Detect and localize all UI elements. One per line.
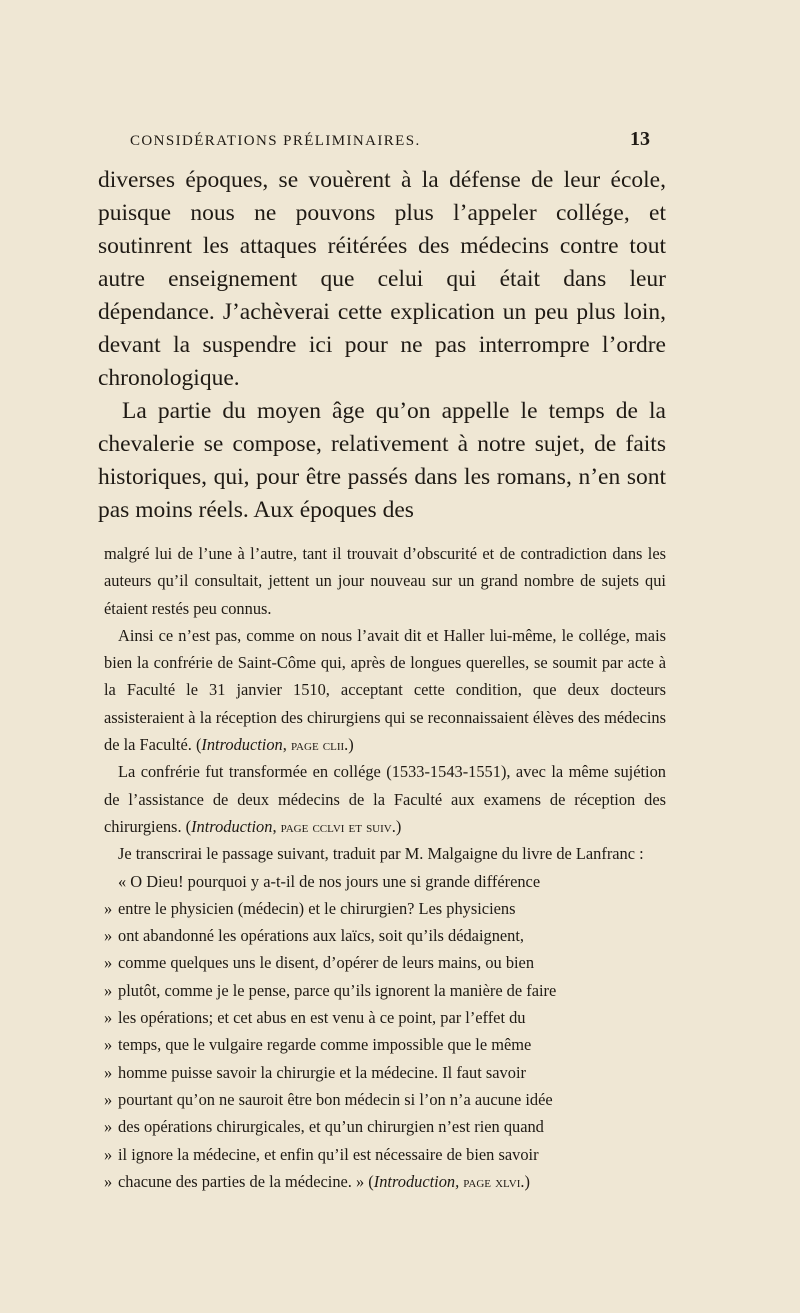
page-header	[130, 128, 650, 151]
lanfranc-quote	[104, 868, 666, 1196]
note-paragraph-2-ref-page: , page clii.)	[282, 735, 354, 755]
main-paragraph-1: diverses époques, se vouèrent à la défense de leur école, puisque nous ne pouvons plus l’appeler collége, et soutinrent les attaques réitérées des médecins contre tout autre enseignement que celui qui était dans leur dépendance. J’achèverai cette explication un peu plus loin, devant la suspendre ici pour ne pas interrompre l’ordre chronologique.	[98, 167, 666, 391]
quote-line: » ont abandonné les opérations aux laïcs, soit qu’ils dédaignent,	[104, 926, 525, 946]
quote-line: » il ignore la médecine, et enfin qu’il est nécessaire de bien savoir	[104, 1144, 539, 1164]
note-paragraph-3-text: La confrérie fut transformée en collége (1533-1543-1551), avec la même sujétion de l’assistance de deux médecins de la Faculté aux examens de réception des chirurgiens. (	[104, 762, 666, 836]
quote-line: » les opérations; et cet abus en est venu à ce point, par l’effet du	[104, 1008, 526, 1028]
note-paragraph-2-text: Ainsi ce n’est pas, comme on nous l’avait dit et Haller lui-même, le collége, mais bien la confrérie de Saint-Côme qui, après de longues querelles, se soumit par acte à la Faculté le 31 janvier 1510, acceptant cette condition, que deux docteurs assisteraient à la réception des chirurgiens qui se reconnaissaient élèves des médecins de la Faculté.	[104, 625, 666, 755]
footnotes	[104, 540, 666, 1195]
note-paragraph-4: Je transcrirai le passage suivant, traduit par M. Malgaigne du livre de Lanfranc :	[118, 844, 644, 864]
quote-line: » homme puisse savoir la chirurgie et la médecine. Il faut savoir	[104, 1062, 526, 1082]
quote-ref-page: page xlvi.)	[459, 1171, 530, 1191]
quote-line: » des opérations chirurgicales, et qu’un chirurgien n’est rien quand	[104, 1117, 544, 1137]
note-paragraph-3-ref-page: , page cclvi et suiv.)	[272, 816, 402, 836]
note-paragraph-2: Ainsi ce n’est pas, comme on nous l’avait dit et Haller lui-même, le collége, mais bien la confrérie de Saint-Côme qui, après de longues querelles, se soumit par acte à la Faculté le 31 janvier 1510, acceptant cette condition, que deux docteurs assisteraient à la réception des chirurgiens qui se reconnaissaient élèves des médecins de la Faculté. (Introduction, page clii.)	[104, 625, 666, 755]
quote-line-last: » chacune des parties de la médecine. » (Introduction, page xlvi.)	[104, 1171, 530, 1191]
quote-line: » temps, que le vulgaire regarde comme impossible que le même	[104, 1035, 532, 1055]
quote-line: » entre le physicien (médecin) et le chirurgien? Les physiciens	[104, 898, 516, 918]
main-paragraph-2: La partie du moyen âge qu’on appelle le temps de la chevalerie se compose, relativement à notre sujet, de faits historiques, qui, pour être passés dans les romans, n’en sont pas moins réels. Aux époques des	[98, 398, 666, 523]
main-text	[98, 164, 666, 527]
quote-ref-title: Introduction,	[373, 1171, 460, 1191]
note-paragraph-3-ref-title: Introduction	[191, 816, 273, 836]
quote-line: » comme quelques uns le disent, d’opérer de leurs mains, ou bien	[104, 953, 535, 973]
quote-line: » plutôt, comme je le pense, parce qu’ils ignorent la manière de faire	[104, 980, 557, 1000]
page-number: 13	[630, 128, 650, 150]
note-paragraph-1: malgré lui de l’une à l’autre, tant il trouvait d’obscurité et de contradiction dans les auteurs qu’il consultait, jettent un jour nouveau sur un grand nombre de sujets qui étaient restés peu connus.	[104, 544, 666, 618]
running-title: CONSIDÉRATIONS PRÉLIMINAIRES.	[130, 133, 421, 149]
quote-line: » pourtant qu’on ne sauroit être bon médecin si l’on n’a aucune idée	[104, 1089, 553, 1109]
quote-line: « O Dieu! pourquoi y a-t-il de nos jours une si grande différence	[118, 871, 541, 891]
note-paragraph-2-ref-title: Introduction	[201, 735, 283, 755]
note-paragraph-3	[104, 758, 666, 840]
